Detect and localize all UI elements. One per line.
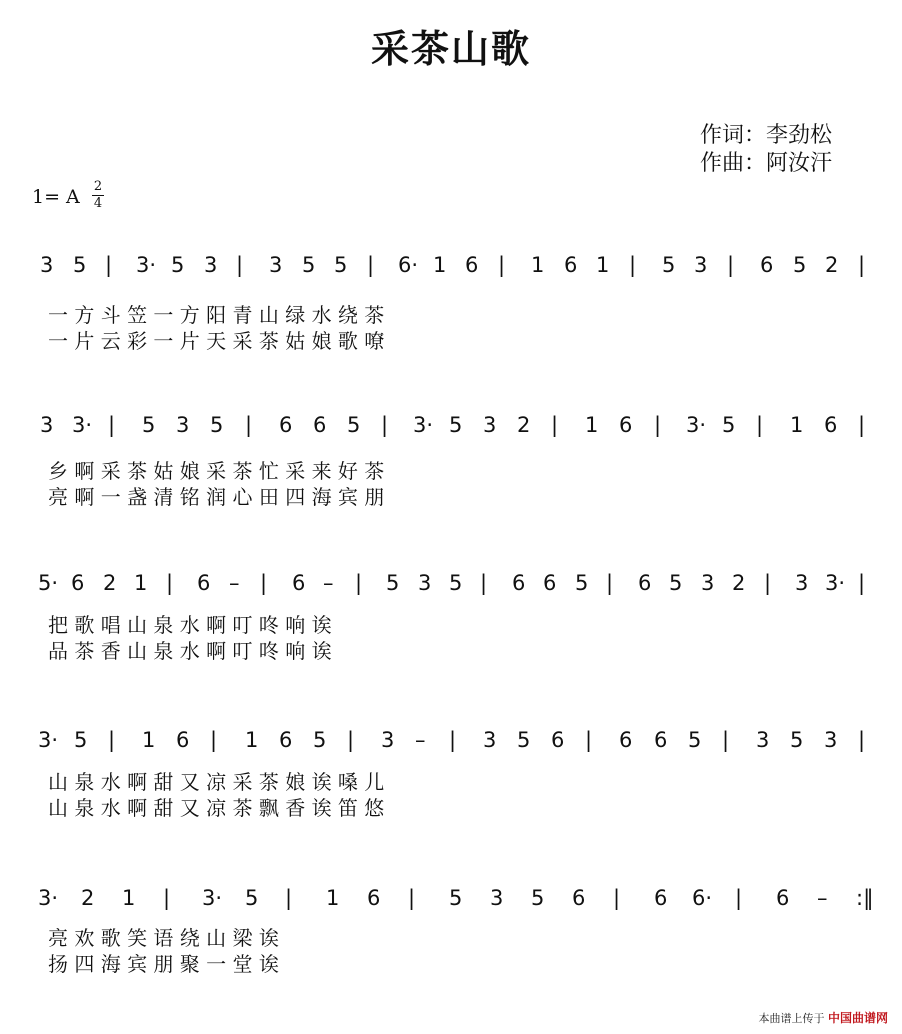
notation-row xyxy=(0,710,902,760)
note: 5 xyxy=(142,413,156,437)
barline: | xyxy=(613,886,621,910)
note: 5 xyxy=(662,253,676,277)
note: 3· xyxy=(38,886,59,910)
composer-credit: 作曲：阿汝汗 xyxy=(700,151,833,176)
score-line xyxy=(0,710,902,830)
time-signature-top: 2 xyxy=(93,179,103,194)
barline: | xyxy=(756,413,764,437)
barline: | xyxy=(408,886,416,910)
note: 5 xyxy=(313,728,327,752)
note: 6 xyxy=(197,571,211,595)
note: 5 xyxy=(74,728,88,752)
note: 5 xyxy=(449,886,463,910)
note: 5 xyxy=(302,253,316,277)
note: 6 xyxy=(654,886,668,910)
note: 6 xyxy=(512,571,526,595)
time-signature xyxy=(92,180,104,211)
barline: | xyxy=(449,728,457,752)
lyrics-verse-1: 亮 欢 歌 笑 语 绕 山 梁 诶 xyxy=(48,926,279,950)
dash-extension: – xyxy=(415,728,426,752)
note: 1 xyxy=(122,886,136,910)
barline: | xyxy=(654,413,662,437)
note: 5 xyxy=(517,728,531,752)
score-line xyxy=(0,235,902,355)
barline: | xyxy=(166,571,174,595)
note: 1 xyxy=(326,886,340,910)
barline: | xyxy=(629,253,637,277)
note: 5 xyxy=(245,886,259,910)
barline: | xyxy=(764,571,772,595)
barline: | xyxy=(585,728,593,752)
lyrics-verse-1: 乡 啊 采 茶 姑 娘 采 茶 忙 采 来 好 茶 xyxy=(48,459,385,483)
note: 3· xyxy=(72,413,93,437)
barline: | xyxy=(735,886,743,910)
note: 1 xyxy=(245,728,259,752)
note: 5 xyxy=(793,253,807,277)
score-line xyxy=(0,395,902,515)
barline: | xyxy=(727,253,735,277)
barline: | xyxy=(858,571,866,595)
note: 6 xyxy=(71,571,85,595)
note: 5 xyxy=(386,571,400,595)
dash-extension: – xyxy=(229,571,240,595)
barline: | xyxy=(551,413,559,437)
score-line xyxy=(0,868,902,988)
note: 3 xyxy=(269,253,283,277)
note: 1 xyxy=(596,253,610,277)
note: 3 xyxy=(824,728,838,752)
note: 2 xyxy=(103,571,117,595)
lyrics-verse-2: 亮 啊 一 盏 清 铭 润 心 田 四 海 宾 朋 xyxy=(48,485,385,509)
lyrics-verse-2: 山 泉 水 啊 甜 又 凉 茶 飘 香 诶 笛 悠 xyxy=(48,796,385,820)
note: 3 xyxy=(701,571,715,595)
note: 6 xyxy=(551,728,565,752)
note: 5 xyxy=(347,413,361,437)
note: 6 xyxy=(564,253,578,277)
barline: | xyxy=(210,728,218,752)
dash-extension: – xyxy=(323,571,334,595)
lyrics-verse-2: 扬 四 海 宾 朋 聚 一 堂 诶 xyxy=(48,952,279,976)
barline: | xyxy=(858,728,866,752)
note: 3 xyxy=(490,886,504,910)
notation-row xyxy=(0,235,902,285)
score-line xyxy=(0,553,902,673)
note: 1 xyxy=(790,413,804,437)
barline: | xyxy=(858,253,866,277)
barline: | xyxy=(355,571,363,595)
note: 6 xyxy=(760,253,774,277)
note: 5 xyxy=(575,571,589,595)
note: 5 xyxy=(790,728,804,752)
note: 6 xyxy=(638,571,652,595)
note: 3· xyxy=(413,413,434,437)
time-signature-bottom: 4 xyxy=(93,196,103,211)
note: 6 xyxy=(543,571,557,595)
barline: | xyxy=(606,571,614,595)
note: 3 xyxy=(40,253,54,277)
note: 3· xyxy=(38,728,59,752)
note: 1 xyxy=(531,253,545,277)
note: 3· xyxy=(686,413,707,437)
notation-row xyxy=(0,868,902,918)
note: 3 xyxy=(418,571,432,595)
note: 6 xyxy=(176,728,190,752)
barline: | xyxy=(108,728,116,752)
notation-row xyxy=(0,395,902,445)
note: 3· xyxy=(202,886,223,910)
note: 6 xyxy=(292,571,306,595)
note: 6 xyxy=(619,413,633,437)
note: 6 xyxy=(572,886,586,910)
note: 6· xyxy=(398,253,419,277)
barline: | xyxy=(480,571,488,595)
note: 2 xyxy=(825,253,839,277)
note: 3 xyxy=(694,253,708,277)
note: 6 xyxy=(279,413,293,437)
barline: | xyxy=(163,886,171,910)
note: 3· xyxy=(136,253,157,277)
lyricist-credit: 作词：李劲松 xyxy=(700,123,833,148)
barline: | xyxy=(347,728,355,752)
note: 1 xyxy=(142,728,156,752)
note: 5 xyxy=(688,728,702,752)
note: 5 xyxy=(210,413,224,437)
note: 3 xyxy=(381,728,395,752)
lyrics-verse-2: 品 茶 香 山 泉 水 啊 叮 咚 响 诶 xyxy=(48,639,332,663)
note: 6 xyxy=(465,253,479,277)
note: 5 xyxy=(73,253,87,277)
key-signature: 1= A xyxy=(32,186,80,208)
note: 2 xyxy=(517,413,531,437)
barline: | xyxy=(381,413,389,437)
note: 6 xyxy=(776,886,790,910)
dash-extension: – xyxy=(817,886,828,910)
note: 6 xyxy=(654,728,668,752)
note: 3 xyxy=(483,413,497,437)
note: 5 xyxy=(449,571,463,595)
note: 2 xyxy=(732,571,746,595)
barline: | xyxy=(236,253,244,277)
note: 6 xyxy=(824,413,838,437)
note: 6 xyxy=(367,886,381,910)
note: 5 xyxy=(669,571,683,595)
page-title: 采茶山歌 xyxy=(370,26,531,71)
barline: | xyxy=(498,253,506,277)
barline: | xyxy=(260,571,268,595)
footer-brand: 中国曲谱网 xyxy=(827,1011,888,1025)
notation-row xyxy=(0,553,902,603)
footer-text: 本曲谱上传于 xyxy=(758,1012,825,1025)
barline: :‖ xyxy=(856,886,874,910)
barline: | xyxy=(367,253,375,277)
barline: | xyxy=(285,886,293,910)
note: 5 xyxy=(171,253,185,277)
barline: | xyxy=(108,413,116,437)
note: 6· xyxy=(692,886,713,910)
source-footer xyxy=(758,1009,888,1026)
note: 6 xyxy=(619,728,633,752)
note: 1 xyxy=(433,253,447,277)
note: 5 xyxy=(334,253,348,277)
barline: | xyxy=(722,728,730,752)
note: 3 xyxy=(795,571,809,595)
barline: | xyxy=(105,253,113,277)
note: 1 xyxy=(134,571,148,595)
note: 1 xyxy=(585,413,599,437)
note: 3 xyxy=(756,728,770,752)
lyrics-verse-1: 一 方 斗 笠 一 方 阳 青 山 绿 水 绕 茶 xyxy=(48,303,385,327)
lyrics-verse-1: 把 歌 唱 山 泉 水 啊 叮 咚 响 诶 xyxy=(48,613,332,637)
note: 3 xyxy=(204,253,218,277)
note: 3 xyxy=(483,728,497,752)
note: 5 xyxy=(449,413,463,437)
note: 3· xyxy=(825,571,846,595)
note: 3 xyxy=(176,413,190,437)
note: 5 xyxy=(722,413,736,437)
lyrics-verse-1: 山 泉 水 啊 甜 又 凉 采 茶 娘 诶 嗓 儿 xyxy=(48,770,385,794)
lyrics-verse-2: 一 片 云 彩 一 片 天 采 茶 姑 娘 歌 嘹 xyxy=(48,329,385,353)
note: 2 xyxy=(81,886,95,910)
barline: | xyxy=(245,413,253,437)
note: 3 xyxy=(40,413,54,437)
note: 6 xyxy=(313,413,327,437)
note: 6 xyxy=(279,728,293,752)
note: 5· xyxy=(38,571,59,595)
barline: | xyxy=(858,413,866,437)
note: 5 xyxy=(531,886,545,910)
